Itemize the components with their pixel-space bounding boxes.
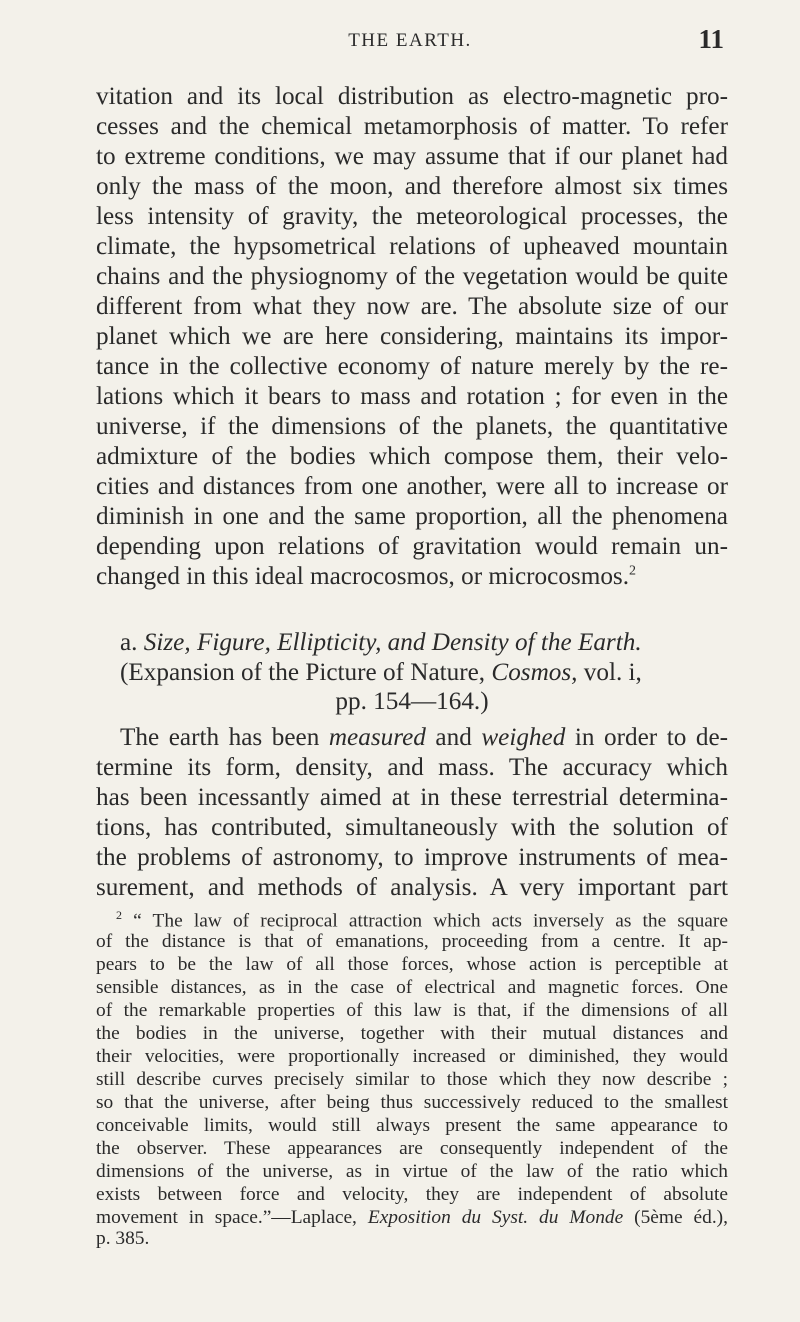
footnote-line <box>96 908 728 932</box>
footnote-line <box>96 1207 728 1229</box>
footnote-line: of the distance is that of emanations, proceeding from a centre. It ap- <box>96 931 728 952</box>
body-line: to extreme conditions, we may assume that if our planet had <box>96 143 728 170</box>
citation-edition: (5ème éd.), <box>634 1207 728 1228</box>
body-line: tance in the collective economy of nature merely by the re- <box>96 353 728 380</box>
body-line: lations which it bears to mass and rotation ; for even in the <box>96 383 728 410</box>
footnote-marker: 2 <box>116 908 122 922</box>
footnote-text: “ The law of reciprocal attraction which acts inversely as the square <box>133 910 728 932</box>
running-head <box>96 24 724 58</box>
footnote-text: movement in space.”—Laplace, <box>96 1207 357 1228</box>
text: The earth has been <box>120 724 320 751</box>
body-line: planet which we are here considering, maintains its impor- <box>96 323 728 350</box>
footnote-line: pears to be the law of all those forces, whose action is perceptible at <box>96 954 728 975</box>
body-line: surement, and methods of analysis. A very important part <box>96 874 728 901</box>
footnote-line: sensible distances, as in the case of electrical and magnetic forces. One <box>96 977 728 998</box>
body-line: termine its form, density, and mass. The accuracy which <box>96 754 728 781</box>
footnote-line: still describe curves precisely similar to those which they now describe ; <box>96 1069 728 1090</box>
body-line: climate, the hypsometrical relations of upheaved mountain <box>96 233 728 260</box>
footnote-line: their velocities, were proportionally increased or diminished, they would <box>96 1046 728 1067</box>
section-heading <box>120 629 728 657</box>
emphasis: measured <box>328 724 426 751</box>
footnote-line: the observer. These appearances are consequently independent of the <box>96 1138 728 1159</box>
footnote-line: of the remarkable properties of this law is that, if the dimensions of all <box>96 1000 728 1021</box>
body-line: admixture of the bodies which compose them, their velo- <box>96 443 728 470</box>
reference-pages: pp. 154—164.) <box>335 688 489 715</box>
body-line: only the mass of the moon, and therefore almost six times <box>96 173 728 200</box>
body-line: chains and the physiognomy of the vegetation would be quite <box>96 263 728 290</box>
body-line: different from what they now are. The absolute size of our <box>96 293 728 320</box>
footnote-line-last: p. 385. <box>96 1228 150 1249</box>
body-line: vitation and its local distribution as electro-magnetic pro- <box>96 83 728 110</box>
text: and <box>435 724 472 751</box>
body-line <box>120 724 728 752</box>
section-letter: a. <box>120 629 138 656</box>
section-reference <box>120 659 728 687</box>
text: in order to de- <box>574 724 729 751</box>
running-title: THE EARTH. <box>348 30 472 51</box>
footnote-line: the bodies in the universe, together with their mutual distances and <box>96 1023 728 1044</box>
citation-work: Exposition du Syst. du Monde <box>367 1207 624 1228</box>
body-line: depending upon relations of gravitation would remain un- <box>96 533 728 560</box>
body-line: cities and distances from one another, were all to increase or <box>96 473 728 500</box>
body-line: has been incessantly aimed at in these terrestrial determina- <box>96 784 728 811</box>
footnote-line: exists between force and velocity, they are independent of absolute <box>96 1184 728 1205</box>
footnote-line: conceivable limits, would still always present the same appearance to <box>96 1115 728 1136</box>
reference-work: Cosmos, <box>491 659 578 686</box>
reference-text: (Expansion of the Picture of Nature, <box>120 659 486 686</box>
body-line-last <box>96 563 728 591</box>
body-line: diminish in one and the same proportion, all the phenomena <box>96 503 728 530</box>
reference-volume: vol. i, <box>583 659 642 686</box>
footnote-reference: 2 <box>629 563 637 579</box>
body-line: less intensity of gravity, the meteorological processes, the <box>96 203 728 230</box>
page-number: 11 <box>698 24 724 54</box>
footnote-line: dimensions of the universe, as in virtue of the law of the ratio which <box>96 1161 728 1182</box>
section-title: Size, Figure, Ellipticity, and Density of the Earth. <box>143 629 642 656</box>
emphasis: weighed <box>481 724 566 751</box>
body-text: changed in this ideal macrocosmos, or microcosmos. <box>96 563 630 590</box>
body-line: cesses and the chemical metamorphosis of matter. To refer <box>96 113 728 140</box>
body-line: universe, if the dimensions of the planets, the quantitative <box>96 413 728 440</box>
footnote-line: so that the universe, after being thus successively reduced to the smallest <box>96 1092 728 1113</box>
body-line: tions, has contributed, simultaneously with the solution of <box>96 814 728 841</box>
body-line: the problems of astronomy, to improve instruments of mea- <box>96 844 728 871</box>
